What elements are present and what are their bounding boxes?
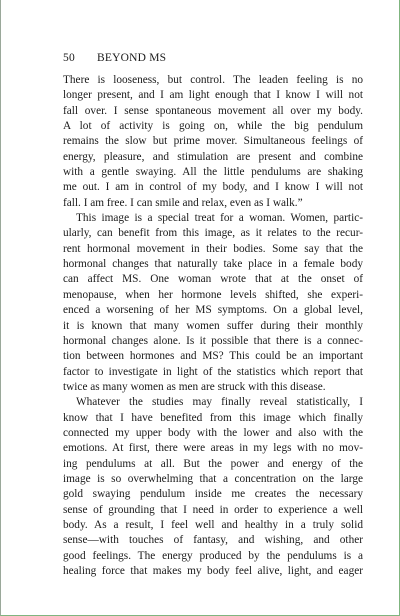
text-line: enced a worsening of her MS symptoms. On a global level, (63, 304, 363, 317)
text-line: factor to investigate in light of the statistics which report that (63, 365, 363, 378)
text-line: healing force that makes my body feel alive, light, and eager (63, 565, 363, 577)
page-number: 50 (63, 52, 75, 64)
text-line: longer present, and I am light enough that I know I will not (63, 89, 363, 102)
text-line: There is looseness, but control. The leaden feeling is no (63, 74, 363, 86)
text-line: Whatever the studies may finally reveal statistically, I (76, 396, 363, 409)
text-line: sense of grounding that I need in order to experience a well (63, 503, 363, 516)
text-line: fall. I am free. I can smile and relax, even as I walk.” (63, 196, 303, 209)
text-line: image is so overwhelming that a concentration on the large (63, 472, 363, 485)
text-line: menopause, when her hormone levels shifted, she experi- (63, 288, 363, 301)
text-line: ing pendulums at all. But the power and energy of the (63, 457, 363, 470)
text-line: remains the slow but prime mover. Simultaneous feelings of (63, 135, 363, 148)
text-line: twice as many women as men are struck with this disease. (63, 380, 326, 393)
text-line: good feelings. The energy produced by the pendulums is a (63, 549, 363, 562)
text-line: energy, pleasure, and stimulation are present and combine (63, 150, 363, 163)
text-line: know that I have benefited from this image which finally (63, 411, 363, 424)
paragraph (63, 211, 363, 395)
text-line: hormonal changes alone. Is it possible that there is a connec- (63, 334, 363, 347)
text-line: sense—with touches of fantasy, and wishing, and other (63, 534, 363, 547)
text-line: gold swaying pendulum inside me creates the necessary (63, 488, 363, 501)
running-header (63, 52, 166, 64)
text-line: with a gentle swaying. All the little pendulums are shaking (63, 166, 363, 179)
text-line: This image is a special treat for a woman. Women, partic- (76, 212, 363, 225)
text-line: fall over. I sense spontaneous movement all over my body. (63, 104, 363, 117)
text-line: rent hormonal movement in their bodies. Some say that the (63, 242, 363, 255)
text-line: emotions. At first, there were areas in my legs with no mov- (63, 442, 363, 455)
text-line: connected my upper body with the lower and also with the (63, 426, 363, 439)
text-line: it is known that many women suffer during their monthly (63, 319, 363, 332)
text-line: can affect MS. One woman wrote that at the onset of (63, 273, 363, 286)
body-text (63, 73, 363, 579)
text-line: body. As a result, I feel well and healthy in a truly solid (63, 518, 363, 531)
text-line: ularly, can benefit from this image, as it relates to the recur- (63, 227, 363, 240)
text-line: hormonal changes that naturally take place in a female body (63, 258, 363, 271)
text-line: me out. I am in control of my body, and I know I will not (63, 181, 363, 194)
paragraph (63, 73, 363, 211)
text-line: tion between hormones and MS? This could be an important (63, 350, 363, 363)
text-line: A lot of activity is going on, while the big pendulum (63, 120, 363, 133)
running-title: BEYOND MS (97, 52, 167, 64)
paragraph (63, 395, 363, 579)
